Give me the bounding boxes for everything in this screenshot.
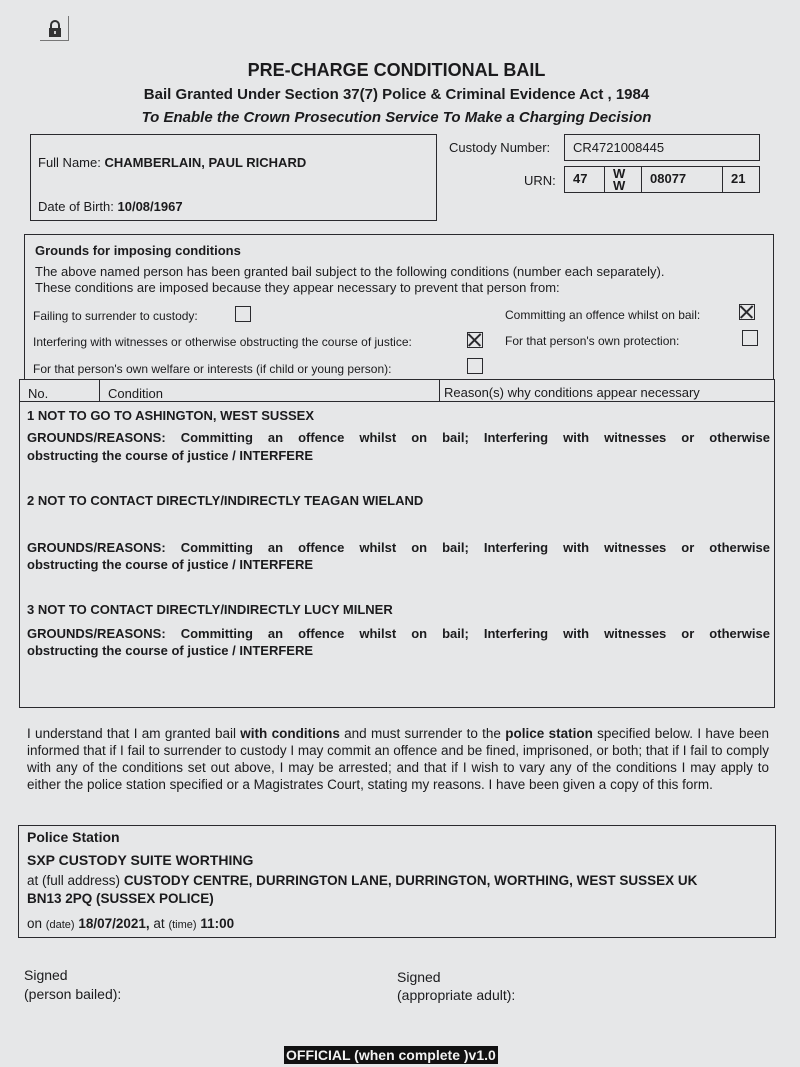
grounds-intro-2: These conditions are imposed because they appear necessary to prevent that person from: xyxy=(35,280,560,295)
option-failing-checkbox[interactable] xyxy=(235,306,251,322)
col-condition-header: Condition xyxy=(108,386,163,401)
urn-part-2: W W xyxy=(604,166,642,193)
condition-2-grounds: GROUNDS/REASONS: Committing an offence whilst on bail; Interfering with witnesses or otherwise xyxy=(27,540,770,555)
signed-person-line-2: (person bailed): xyxy=(24,986,122,1002)
option-offence-label: Committing an offence whilst on bail: xyxy=(505,308,701,322)
condition-1-grounds: GROUNDS/REASONS: Committing an offence whilst on bail; Interfering with witnesses or otherwise xyxy=(27,430,770,445)
option-offence-checkbox[interactable] xyxy=(739,304,755,320)
grounds-heading: Grounds for imposing conditions xyxy=(35,243,241,258)
declaration-part-2: and must surrender to the xyxy=(339,726,506,741)
custody-number-value: CR4721008445 xyxy=(573,140,665,155)
lock-icon xyxy=(45,19,65,39)
condition-3-grounds-2: obstructing the course of justice / INTERFERE xyxy=(27,643,314,658)
full-name-value: CHAMBERLAIN, PAUL RICHARD xyxy=(104,155,307,170)
at-label: at xyxy=(153,916,165,931)
surrender-datetime xyxy=(27,916,234,931)
urn-part-3: 08077 xyxy=(641,166,723,193)
urn-label: URN: xyxy=(524,173,556,188)
address-label: at (full address) xyxy=(27,873,121,888)
on-label: on xyxy=(27,916,43,931)
conditions-col-divider-1 xyxy=(99,380,100,401)
condition-1-grounds-2: obstructing the course of justice / INTERFERE xyxy=(27,448,314,463)
signed-adult-line-1: Signed xyxy=(397,969,441,985)
page-subtitle: Bail Granted Under Section 37(7) Police & Criminal Evidence Act , 1984 xyxy=(143,86,650,103)
custody-number-box xyxy=(564,134,760,161)
grounds-intro-1: The above named person has been granted bail subject to the following conditions (number each separately). xyxy=(35,264,665,279)
urn-part-1: 47 xyxy=(564,166,605,193)
address-line-2: BN13 2PQ (SUSSEX POLICE) xyxy=(27,891,214,906)
signed-person-line-1: Signed xyxy=(24,967,68,983)
date-label: (date) xyxy=(45,919,75,931)
condition-2-grounds-2: obstructing the course of justice / INTERFERE xyxy=(27,557,314,572)
police-station-heading: Police Station xyxy=(27,829,120,845)
police-station-address xyxy=(27,873,697,888)
conditions-col-divider-2 xyxy=(439,380,440,401)
dob-row xyxy=(38,199,183,214)
declaration-text xyxy=(27,725,769,793)
signed-adult-line-2: (appropriate adult): xyxy=(397,987,516,1003)
page-purpose: To Enable the Crown Prosecution Service To Make a Charging Decision xyxy=(141,109,652,126)
custody-number-label: Custody Number: xyxy=(449,140,551,155)
urn-part-4: 21 xyxy=(722,166,760,193)
option-protection-checkbox[interactable] xyxy=(742,330,758,346)
dob-value: 10/08/1967 xyxy=(117,199,183,214)
declaration-bold-1: with conditions xyxy=(240,726,340,741)
condition-1-title: 1 NOT TO GO TO ASHINGTON, WEST SUSSEX xyxy=(27,408,315,423)
option-welfare-checkbox[interactable] xyxy=(467,358,483,374)
col-no-header: No. xyxy=(28,386,49,401)
time-label: (time) xyxy=(168,919,197,931)
page-title: PRE-CHARGE CONDITIONAL BAIL xyxy=(247,60,546,80)
declaration-part-3: specified below. I have been informed that if I fail to surrender to custody I may commit an offence and be fined, imprisoned, or both; that if I fail to comply with any of the conditions set out above, I may be arrested; and that if I wish to vary any of the conditions I may apply to either the police station specified or a Magistrates Court, stating my reasons. I have been given a copy of this form. xyxy=(27,726,769,792)
option-protection-label: For that person's own protection: xyxy=(505,334,680,348)
option-interfering-label: Interfering with witnesses or otherwise obstructing the course of justice: xyxy=(33,335,412,349)
condition-3-title: 3 NOT TO CONTACT DIRECTLY/INDIRECTLY LUCY MILNER xyxy=(27,602,393,617)
option-welfare-label: For that person's own welfare or interests (if child or young person): xyxy=(33,362,392,376)
conditions-header-line xyxy=(19,401,775,402)
option-failing-label: Failing to surrender to custody: xyxy=(33,309,198,323)
option-interfering-checkbox[interactable] xyxy=(467,332,483,348)
footer-classification: OFFICIAL (when complete )v1.0 xyxy=(286,1047,496,1063)
condition-2-title: 2 NOT TO CONTACT DIRECTLY/INDIRECTLY TEAGAN WIELAND xyxy=(27,493,424,508)
declaration-bold-2: police station xyxy=(505,726,593,741)
police-station-name: SXP CUSTODY SUITE WORTHING xyxy=(27,852,254,868)
full-name-row xyxy=(38,155,306,170)
surrender-time: 11:00 xyxy=(200,916,235,931)
surrender-date: 18/07/2021, xyxy=(78,916,150,931)
dob-label: Date of Birth: xyxy=(38,199,114,214)
condition-3-grounds: GROUNDS/REASONS: Committing an offence whilst on bail; Interfering with witnesses or otherwise xyxy=(27,626,770,641)
col-reason-header: Reason(s) why conditions appear necessary xyxy=(444,385,700,400)
lock-icon-box xyxy=(40,16,69,41)
full-name-label: Full Name: xyxy=(38,155,101,170)
address-line-1: CUSTODY CENTRE, DURRINGTON LANE, DURRINGTON, WORTHING, WEST SUSSEX UK xyxy=(123,873,698,888)
declaration-part-1: I understand that I am granted bail xyxy=(27,726,241,741)
